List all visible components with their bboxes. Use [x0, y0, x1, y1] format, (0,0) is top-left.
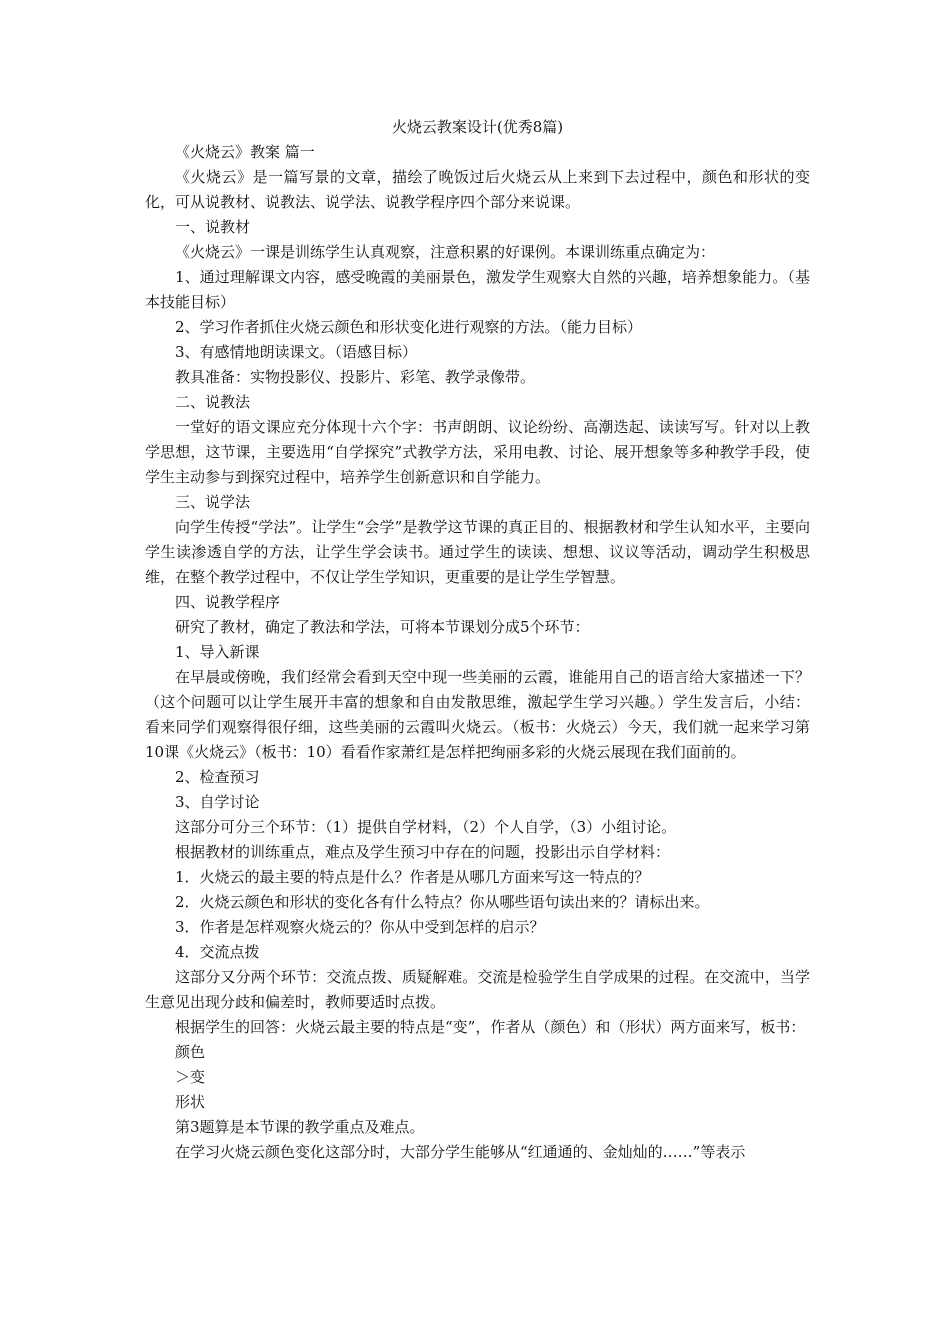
paragraph: 2．火烧云颜色和形状的变化各有什么特点？你从哪些语句读出来的？请标出来。	[175, 893, 710, 911]
paragraph: 一堂好的语文课应充分体现十六个字：书声朗朗、议论纷纷、高潮迭起、读读写写。针对以上教学思想，这节课，主要选用“自学探究”式教学方法，采用电教、讨论、展开想象等多种教学手段，使学生主动参与到探究过程中，培养学生创新意识和自学能力。	[145, 418, 810, 486]
paragraph: 二、说教法	[175, 393, 251, 411]
paragraph-list	[145, 140, 810, 1165]
paragraph: 3．作者是怎样观察火烧云的？你从中受到怎样的启示？	[175, 918, 545, 936]
paragraph: 研究了教材，确定了教法和学法，可将本节课划分成5个环节：	[175, 618, 590, 636]
paragraph: 教具准备：实物投影仪、投影片、彩笔、教学录像带。	[175, 368, 536, 386]
paragraph: 这部分又分两个环节：交流点拨、质疑解难。交流是检验学生自学成果的过程。在交流中，当学生意见出现分歧和偏差时，教师要适时点拨。	[145, 968, 810, 1011]
paragraph: 1、通过理解课文内容，感受晚霞的美丽景色，激发学生观察大自然的兴趣，培养想象能力。（基本技能目标）	[145, 268, 810, 311]
paragraph: 根据学生的回答：火烧云最主要的特点是“变”，作者从（颜色）和（形状）两方面来写，板书：	[175, 1018, 806, 1036]
paragraph: 三、说学法	[175, 493, 251, 511]
paragraph: 2、检查预习	[175, 768, 260, 786]
paragraph: 3、自学讨论	[175, 793, 260, 811]
document-body	[145, 114, 810, 1165]
paragraph: 颜色	[175, 1043, 206, 1061]
paragraph: 《火烧云》是一篇写景的文章，描绘了晚饭过后火烧云从上来到下去过程中，颜色和形状的变化，可从说教材、说教法、说学法、说教学程序四个部分来说课。	[145, 168, 810, 211]
paragraph: 向学生传授“学法”。让学生“会学”是教学这节课的真正目的、根据教材和学生认知水平，主要向学生读渗透自学的方法，让学生学会读书。通过学生的读读、想想、议议等活动，调动学生积极思维，在整个教学过程中，不仅让学生学知识，更重要的是让学生学智慧。	[145, 518, 810, 586]
paragraph: 这部分可分三个环节：（1）提供自学材料，（2）个人自学，（3）小组讨论。	[175, 818, 677, 836]
paragraph: 3、有感情地朗读课文。（语感目标）	[175, 343, 418, 361]
paragraph: 在学习火烧云颜色变化这部分时，大部分学生能够从“红通通的、金灿灿的……”等表示	[175, 1143, 746, 1161]
paragraph: ＞变	[175, 1068, 206, 1086]
paragraph: 形状	[175, 1093, 206, 1111]
paragraph: 第3题算是本节课的教学重点及难点。	[175, 1118, 425, 1136]
paragraph: 《火烧云》一课是训练学生认真观察，注意积累的好课例。本课训练重点确定为：	[175, 243, 716, 261]
document-title: 火烧云教案设计(优秀8篇)	[391, 118, 564, 136]
paragraph: 在早晨或傍晚，我们经常会看到天空中现一些美丽的云霞，谁能用自己的语言给大家描述一下？（这个问题可以让学生展开丰富的想象和自由发散思维，激起学生学习兴趣。）学生发言后，小结：看来同学们观察得很仔细，这些美丽的云霞叫火烧云。（板书：火烧云）今天，我们就一起来学习第10课《火烧云》（板书：10）看看作家萧红是怎样把绚丽多彩的火烧云展现在我们面前的。	[145, 668, 810, 761]
paragraph: 四、说教学程序	[175, 593, 281, 611]
paragraph: 一、说教材	[175, 218, 251, 236]
paragraph: 4．交流点拨	[175, 943, 260, 961]
paragraph: 1、导入新课	[175, 643, 260, 661]
paragraph: 2、学习作者抓住火烧云颜色和形状变化进行观察的方法。（能力目标）	[175, 318, 643, 336]
paragraph: 根据教材的训练重点，难点及学生预习中存在的问题，投影出示自学材料：	[175, 843, 671, 861]
paragraph: 《火烧云》教案 篇一	[175, 143, 315, 161]
paragraph: 1．火烧云的最主要的特点是什么？作者是从哪几方面来写这一特点的？	[175, 868, 650, 886]
